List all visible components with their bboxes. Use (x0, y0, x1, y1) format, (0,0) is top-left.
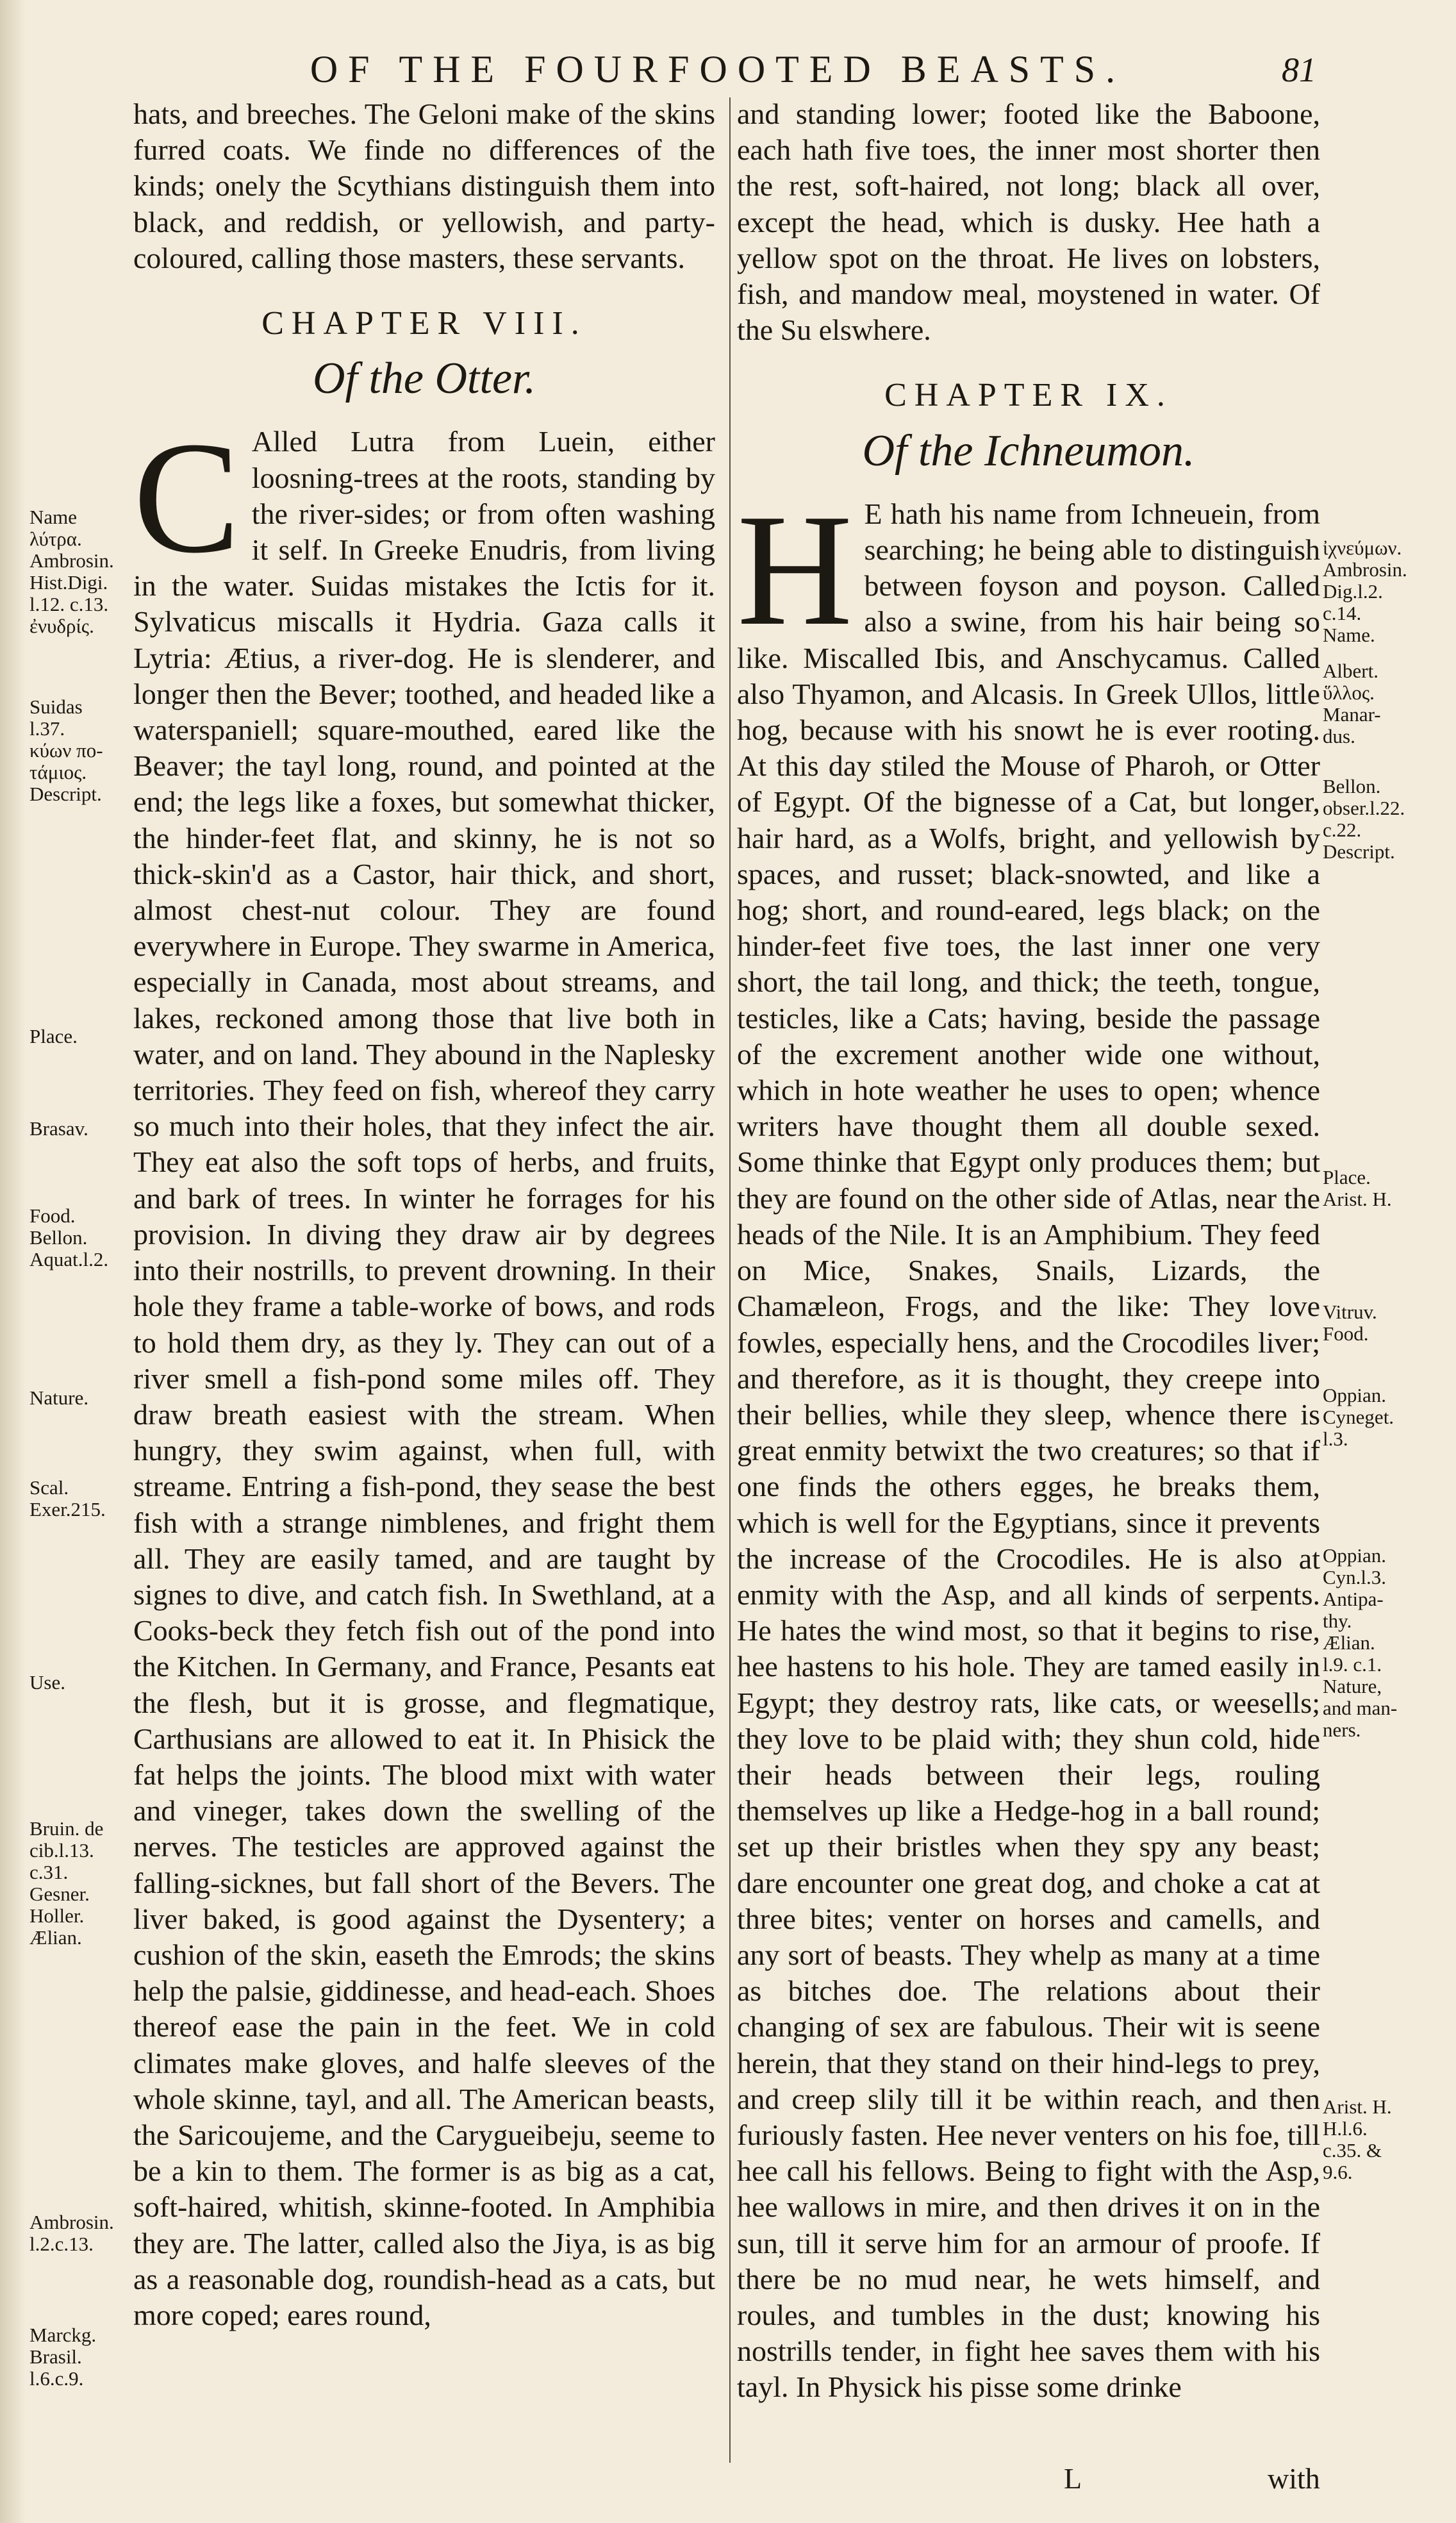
right-column (737, 96, 1320, 2406)
page-number: 81 (1282, 51, 1316, 89)
margin-note: Marckg. Brasil. l.6.c.9. (29, 2324, 97, 2390)
signature-mark: L (1064, 2462, 1082, 2495)
margin-note: Ambrosin. l.2.c.13. (29, 2211, 114, 2255)
margin-note: Food. Bellon. Aquat.l.2. (29, 1204, 109, 1270)
chapter-8-title: Of the Otter. (312, 354, 536, 404)
margin-note: Bellon. obser.l.22. c.22. Descript. (1323, 775, 1405, 863)
margin-note: Brasav. (29, 1117, 88, 1140)
margin-note: Use. (29, 1671, 65, 1694)
chapter-9-heading: CHAPTER IX. (884, 377, 1173, 414)
running-head: OF THE FOURFOOTED BEASTS. (310, 48, 1126, 90)
margin-note: Scal. Exer.215. (29, 1476, 106, 1520)
column-divider (729, 97, 731, 2463)
margin-note: Name λύτρα. Ambrosin. Hist.Digi. l.12. c.13. ἐνυδρίς. (29, 506, 114, 637)
margin-note: Bruin. de cib.l.13. c.31. Gesner. Holler. Ælian. (29, 1817, 104, 1949)
drop-cap-c: C (133, 409, 240, 587)
margin-note: Arist. H. H.l.6. c.35. & 9.6. (1323, 2095, 1392, 2183)
drop-cap-h: H (737, 481, 853, 659)
chapter-8-body: Alled Lutra from Luein, either loosning-trees at the roots, standing by the river-sides; or from often washing it self. In Greeke Enudris, from living in the water. Suidas mistakes the Ictis for it. Sylvaticus miscalls it Hydria. Gaza calls it Lytria: Ætius, a river-dog. He is slenderer, and longer then the Bever; toothed, and headed like a waterspaniell; square-mouthed, eared like the Beaver; the tayl long, round, and pointed at the end; the legs like a foxes, but somewhat thicker, the hinder-feet flat, and skinny, he is not so thick-skin'd as a Castor, hair thick, and short, almost chest-nut colour. They are found everywhere in Europe. They swarme in America, especially in Canada, most about streams, and lakes, reckoned among those that live both in water, and on land. They abound in the Naplesky territories. They feed on fish, whereof they carry so much into their holes, that they infect the air. They eat also the soft tops of herbs, and fruits, and bark of trees. In winter he forrages for his provision. In diving they draw air by degrees into their nostrills, to prevent drowning. In their hole they frame a table-worke of bows, and rods to hold them dry, as they ly. They can out of a river smell a fish-pond some miles off. They draw breath easiest with the stream. When hungry, they swim against, when full, with streame. Entring a fish-pond, they sease the best fish with a strange nimblenes, and fright them all. They are easily tamed, and are taught by signes to dive, and catch fish. In Swethland, at a Cooks-beck they fetch fish out of the pond into the Kitchen. In Germany, and France, Pesants eat the flesh, but it is grosse, and flegmatique, Carthusians are allowed to eat it. In Phisick the fat helps the joints. The blood mixt with water and vineger, takes down the swelling of the nerves. The testicles are approved against the falling-sicknes, but fall short of the Bevers. The liver baked, is good against the Dysentery; a cushion of the skin, easeth the Emrods; the skins help the palsie, giddinesse, and head-each. Shoes thereof ease the pain in the feet. We in cold climates make gloves, and halfe sleeves of the whole skinne, tayl, and all. The American beasts, the Saricoujeme, and the Carygueibeju, seeme to be a kin to them. The former is as big as a cat, soft-haired, whitish, skinne-footed. In Amphibia they are. The latter, called also the Jiya, is as big as a reasonable dog, roundish-head as a cats, but more coped; eares round, (133, 425, 715, 2331)
chapter-8-heading: CHAPTER VIII. (261, 305, 587, 342)
chapter-9-body: E hath his name from Ichneuein, from searching; he being able to distinguish between foyson and poyson. Called also a swine, from his hair being so like. Miscalled Ibis, and Anschycamus. Called also Thyamon, and Alcasis. In Greek Ullos, little hog, because with his snowt he is ever rooting. At this day stiled the Mouse of Pharoh, or Otter of Egypt. Of the bignesse of a Cat, but longer, hair hard, as a Wolfs, bright, and yellowish by spaces, and russet; black-snowted, and like a hog; short, and round-eared, legs black; on the hinder-feet five toes, the last inner one very short, the tail long, and thick; the teeth, tongue, testicles, like a Cats; having, beside the passage of the excrement another wide one without, which in hote weather he uses to open; whence writers have thought them all double sexed. Some thinke that Egypt only produces them; but they are found on the other side of Atlas, near the heads of the Nile. It is an Amphibium. They feed on Mice, Snakes, Snails, Lizards, the Chamæleon, Frogs, and the like: They love fowles, especially hens, and the Crocodiles liver; and therefore, as it is thought, they creepe into their bellies, while they sleep, whence there is great enmity betwixt the two creatures; so that if one finds the others egges, he breaks them, which is well for the Egyptians, since it prevents the increase of the Crocodiles. He is also at enmity with the Asp, and all kinds of serpents. He hates the wind most, so that it begins to rise, hee hastens to his hole. They are tamed easily in Egypt; they destroy rats, like cats, or weesells; they love to be plaid with; they shun cold, hide their heads between their legs, rouling themselves up like a Hedge-hog in a ball round; set up their bristles when they spy any beast; dare encounter one great dog, and choke a cat at three bites; venter on horses and camells, and any sort of beasts. They whelp as many at a time as bitches doe. The relations about their changing of sex are fabulous. Their wit is seene herein, that they stand on their hind-legs to prey, and creep slily till it be within reach, and then furiously fasten. Hee never venters on his foe, till hee call his fellows. Being to fight with the Asp, hee wallows in mire, and then drives it on in the sun, till it serve him for an armour of proofe. If there be no mud near, he wets himself, and roules, and tumbles in the dust; knowing his nostrills tender, in fight hee saves them with his tayl. In Physick his pisse some drinke (737, 497, 1320, 2404)
left-top-paragraph: hats, and breeches. The Geloni make of the skins furred coats. We finde no differences of the kinds; onely the Scythians distinguish them into black, and reddish, or yellowish, and party-coloured, calling those masters, these servants. (133, 97, 715, 274)
margin-note: Oppian. Cyneget. l.3. (1323, 1384, 1394, 1450)
margin-note: Nature. (29, 1386, 89, 1409)
catchword: with (1268, 2462, 1320, 2495)
margin-note: ἰχνεύμων. Ambrosin. Dig.l.2. c.14. Name. (1323, 537, 1407, 646)
chapter-9-title: Of the Ichneumon. (862, 426, 1195, 476)
margin-note: Vitruv. Food. (1323, 1301, 1377, 1345)
margin-note: Oppian. Cyn.l.3. Antipa- thy. Ælian. l.9. c.1. Nature, and man- ners. (1323, 1544, 1398, 1741)
left-column (133, 96, 715, 2333)
margin-note: Place. Arist. H. (1323, 1166, 1392, 1210)
margin-note: Place. (29, 1025, 78, 1047)
margin-note: Suidas l.37. κύων πο- τάμιος. Descript. (29, 695, 103, 805)
margin-note: Albert. ὕλλος. Manar- dus. (1323, 660, 1381, 747)
right-top-paragraph: and standing lower; footed like the Baboone, each hath five toes, the inner most shorter then the rest, soft-haired, not long; black all over, except the head, which is dusky. Hee hath a yellow spot on the throat. He lives on lobsters, fish, and mandow meal, moystened in water. Of the Su elswhere. (737, 97, 1320, 347)
spine-shadow (0, 0, 26, 2523)
